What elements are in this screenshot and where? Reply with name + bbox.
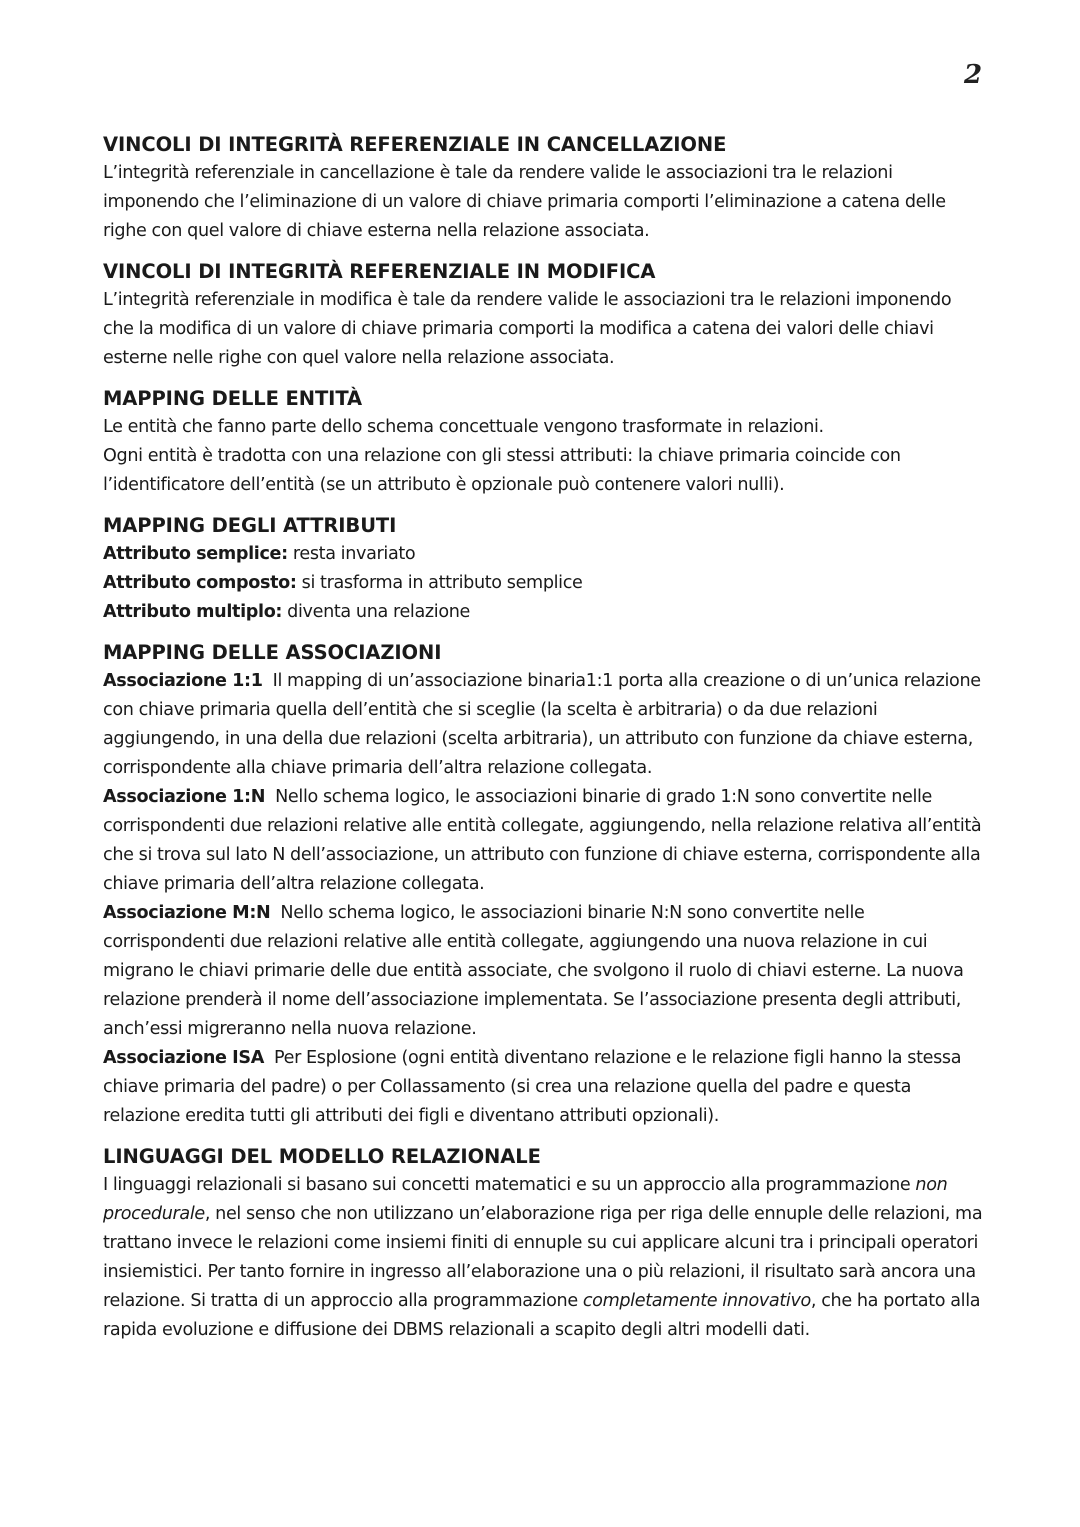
item-label: Associazione 1:N	[103, 787, 266, 807]
section-heading: VINCOLI DI INTEGRITÀ REFERENZIALE IN CANCELLAZIONE	[103, 133, 727, 156]
section-heading: MAPPING DEGLI ATTRIBUTI	[103, 514, 397, 537]
list-item	[103, 1044, 983, 1131]
item-text: si trasforma in attributo semplice	[301, 573, 583, 593]
item-text: Nello schema logico, le associazioni binarie N:N sono convertite nelle corrispondenti due relazioni relative alle entità collegate, aggiungendo una nuova relazione in cui migrano le chiavi primarie delle due entità associate, che svolgono il ruolo di chiavi esterne. La nuova relazione prenderà il nome dell’associazione implementata. Se l’associazione presenta degli attributi, anch’essi migreranno nella nuova relazione.	[103, 903, 964, 1039]
section-entity-mapping	[103, 385, 983, 500]
section-attribute-mapping	[103, 512, 983, 627]
emphasis-text: non procedurale	[103, 1175, 948, 1224]
item-text: resta invariato	[292, 544, 416, 564]
item-label: Attributo multiplo:	[103, 602, 283, 622]
item-label: Attributo composto:	[103, 573, 297, 593]
list-item	[103, 540, 983, 569]
section-referential-integrity-update	[103, 258, 983, 373]
list-item	[103, 598, 983, 627]
item-text: Per Esplosione (ogni entità diventano relazione e le relazione figli hanno la stessa chiave primaria del padre) o per Collassamento (si crea una relazione quella del padre e questa relazione eredita tutti gli attributi dei figli e diventano attributi opzionali).	[103, 1048, 962, 1126]
item-text: Il mapping di un’associazione binaria1:1 porta alla creazione o di un’unica relazione con chiave primaria quella dell’entità che si sceglie (la scelta è arbitraria) o da due relazioni aggiungendo, in una della due relazioni (scelta arbitraria), un attributo con funzione da chiave esterna, corrispondente alla chiave primaria dell’altra relazione collegata.	[103, 671, 981, 778]
paragraph-text: , nel senso che non utilizzano un’elaborazione riga per riga delle ennuple delle relazioni, ma trattano invece le relazioni come insiemi finiti di ennuple su cui applicare alcuni tra i principali operatori insiemistici. Per tanto fornire in ingresso all’elaborazione una o più relazioni, il risultato sarà ancora una relazione. Si tratta di un approccio alla programmazione	[103, 1204, 983, 1311]
page-number: 2	[963, 60, 983, 90]
list-item	[103, 783, 983, 899]
item-text: diventa una relazione	[287, 602, 471, 622]
section-paragraph: L’integrità referenziale in modifica è tale da rendere valide le associazioni tra le relazioni imponendo che la modifica di un valore di chiave primaria comporti la modifica a catena dei valori delle chiavi esterne nelle righe con quel valore nella relazione associata.	[103, 290, 952, 368]
section-heading: VINCOLI DI INTEGRITÀ REFERENZIALE IN MODIFICA	[103, 260, 656, 283]
item-label: Associazione ISA	[103, 1048, 264, 1068]
section-heading: MAPPING DELLE ASSOCIAZIONI	[103, 641, 442, 664]
item-text: Nello schema logico, le associazioni binarie di grado 1:N sono convertite nelle corrispondenti due relazioni relative alle entità collegate, aggiungendo, nella relazione relativa all’entità che si trova sul lato N dell’associazione, un attributo con funzione di chiave esterna, corrispondente alla chiave primaria dell’altra relazione collegata.	[103, 787, 982, 894]
section-association-mapping	[103, 639, 983, 1131]
section-relational-languages	[103, 1143, 983, 1345]
section-paragraph: Le entità che fanno parte dello schema concettuale vengono trasformate in relazioni.	[103, 417, 824, 437]
list-item	[103, 899, 983, 1044]
emphasis-text: completamente innovativo	[582, 1291, 811, 1311]
section-heading: MAPPING DELLE ENTITÀ	[103, 387, 362, 410]
item-label: Associazione M:N	[103, 903, 271, 923]
list-item	[103, 569, 983, 598]
item-label: Associazione 1:1	[103, 671, 263, 691]
document-body	[103, 131, 983, 1345]
paragraph-text: , che ha portato alla rapida evoluzione e diffusione dei DBMS relazionali a scapito degli altri modelli dati.	[103, 1291, 981, 1340]
paragraph-text: I linguaggi relazionali si basano sui concetti matematici e su un approccio alla programmazione	[103, 1175, 911, 1195]
list-item	[103, 667, 983, 783]
section-referential-integrity-delete	[103, 131, 983, 246]
item-label: Attributo semplice:	[103, 544, 288, 564]
section-paragraph: Ogni entità è tradotta con una relazione con gli stessi attributi: la chiave primaria coincide con l’identificatore dell’entità (se un attributo è opzionale può contenere valori nulli).	[103, 446, 901, 495]
section-heading: LINGUAGGI DEL MODELLO RELAZIONALE	[103, 1145, 541, 1168]
section-paragraph: L’integrità referenziale in cancellazione è tale da rendere valide le associazioni tra le relazioni imponendo che l’eliminazione di un valore di chiave primaria comporti l’eliminazione a catena delle righe con quel valore di chiave esterna nella relazione associata.	[103, 163, 946, 241]
section-paragraph	[103, 1171, 983, 1345]
